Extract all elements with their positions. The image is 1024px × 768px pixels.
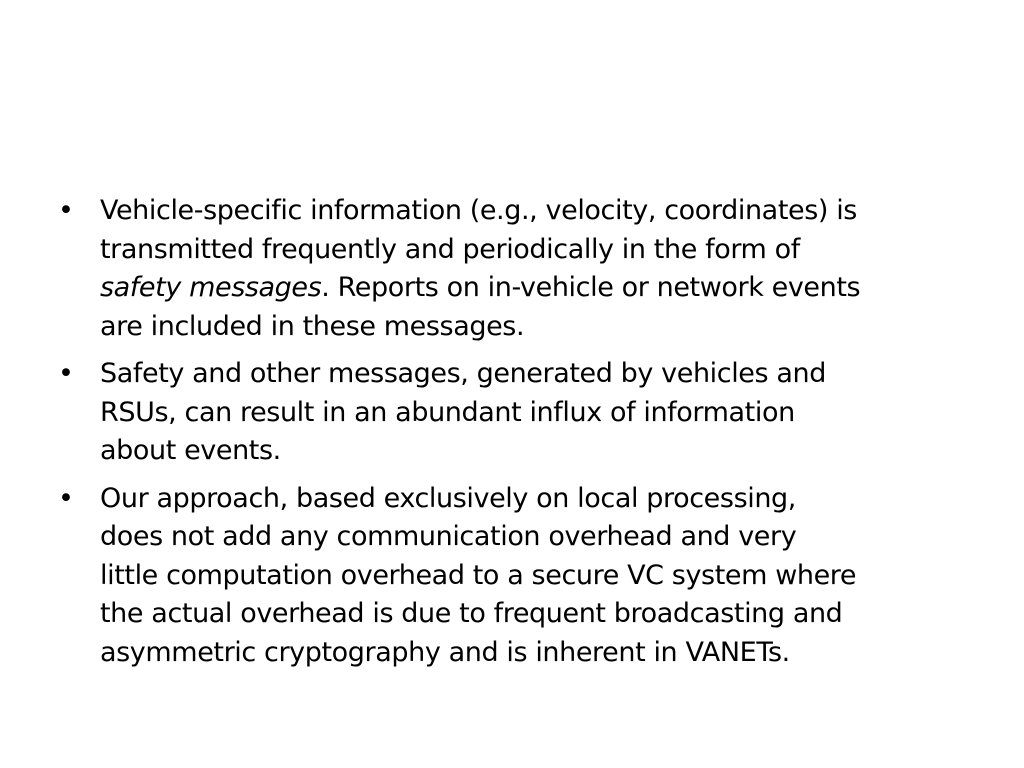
bullet-text: Vehicle-specific information (e.g., velocity, coordinates) is (100, 195, 857, 226)
bullet-line (100, 308, 978, 347)
bullet-list (58, 192, 978, 681)
bullet-text: . Reports on in-vehicle or network events (321, 272, 861, 303)
bullet-line (100, 231, 978, 270)
bullet-line (100, 557, 978, 596)
bullet-line (100, 355, 978, 394)
bullet-item-2 (58, 355, 978, 471)
bullet-text: the actual overhead is due to frequent broadcasting and (100, 598, 843, 629)
bullet-text: are included in these messages. (100, 310, 525, 342)
bullet-line (100, 595, 978, 634)
bullet-line (100, 269, 978, 308)
bullet-line (100, 432, 978, 471)
bullet-line (100, 634, 978, 673)
bullet-text: transmitted frequently and periodically in the form of (100, 233, 800, 265)
bullet-marker: • (58, 358, 74, 389)
bullet-marker: • (58, 482, 74, 514)
bullet-text: Our approach, based exclusively on local processing, (100, 482, 796, 514)
bullet-text: asymmetric cryptography and is inherent in VANETs. (100, 636, 790, 668)
bullet-line (100, 480, 978, 519)
bullet-marker: • (58, 195, 74, 226)
bullet-line (100, 518, 978, 557)
bullet-text: Safety and other messages, generated by vehicles and (100, 358, 826, 389)
italic-term: safety messages (100, 272, 322, 303)
bullet-text: little computation overhead to a secure VC system where (100, 559, 857, 591)
bullet-line (100, 394, 978, 433)
bullet-item-1 (58, 192, 978, 346)
bullet-text: does not add any communication overhead and very (100, 521, 797, 552)
bullet-text: RSUs, can result in an abundant influx of information (100, 396, 795, 428)
bullet-line (100, 192, 978, 231)
bullet-text: about events. (100, 435, 281, 466)
bullet-item-3 (58, 480, 978, 673)
